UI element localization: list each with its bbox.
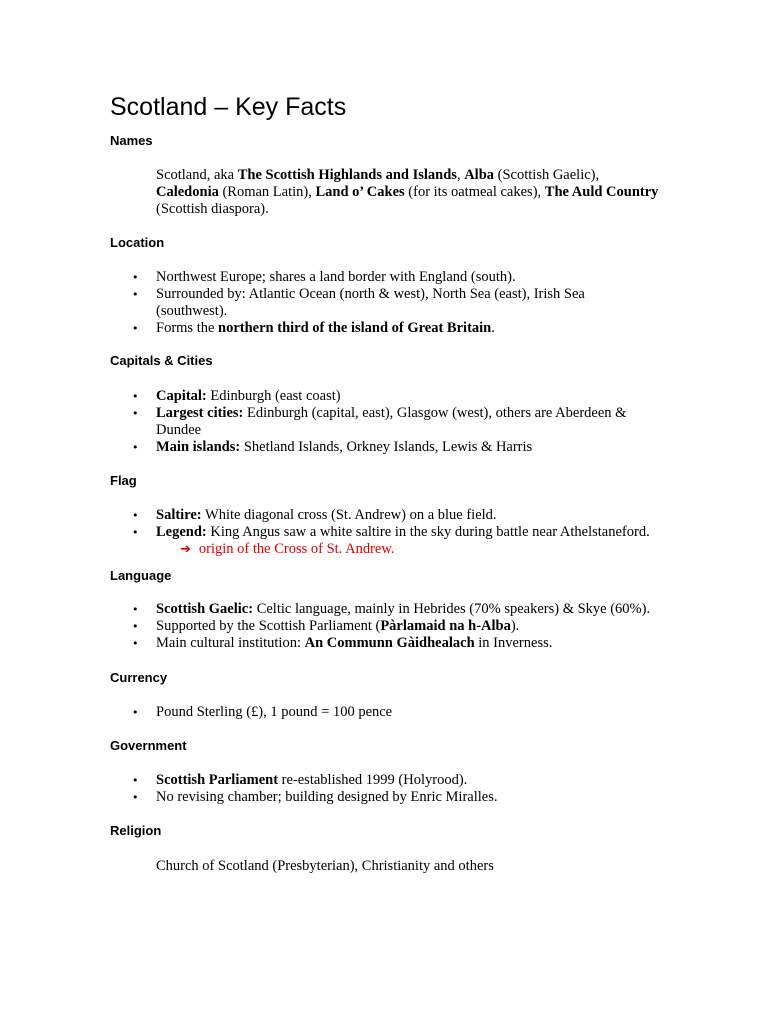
location-list xyxy=(156,269,716,337)
names-text: (Scottish diaspora). xyxy=(156,201,269,217)
heading-capitals: Capitals & Cities xyxy=(110,353,213,368)
list-item: • Capital: Edinburgh (east coast) xyxy=(156,388,716,405)
list-item: • Forms the northern third of the island of Great Britain. xyxy=(156,320,716,337)
list-item: • Pound Sterling (£), 1 pound = 100 pence xyxy=(156,704,716,721)
heading-currency: Currency xyxy=(110,670,168,685)
heading-language: Language xyxy=(110,568,172,583)
list-item: • Scottish Parliament re-established 1999 (Holyrood). xyxy=(156,772,716,789)
list-item: • Legend: King Angus saw a white saltire in the sky during battle near Athelstaneford. xyxy=(156,524,716,541)
names-text: , xyxy=(456,167,465,183)
heading-flag: Flag xyxy=(110,473,137,488)
names-bold-auld-country: The Auld Country xyxy=(544,184,659,200)
names-text: (Scottish Gaelic), xyxy=(494,167,600,183)
list-item: • Largest cities: Edinburgh (capital, east), Glasgow (west), others are Aberdeen & Dundee xyxy=(156,405,716,439)
list-item: • Northwest Europe; shares a land border with England (south). xyxy=(156,269,716,286)
religion-paragraph: Church of Scotland (Presbyterian), Christianity and others xyxy=(156,858,494,874)
list-item: • Surrounded by: Atlantic Ocean (north & west), North Sea (east), Irish Sea (southwest). xyxy=(156,286,716,320)
names-bold-highlands: The Scottish Highlands and Islands xyxy=(237,167,457,183)
names-text: (Roman Latin), xyxy=(218,184,316,200)
page-title: Scotland – Key Facts xyxy=(110,93,347,121)
names-bold-cakes: Land o’ Cakes xyxy=(315,184,405,200)
language-list xyxy=(156,601,716,652)
arrow-right-icon: ➔ xyxy=(180,542,191,557)
names-bold-alba: Alba xyxy=(464,167,495,183)
names-bold-caledonia: Caledonia xyxy=(156,184,219,200)
list-item: • No revising chamber; building designed by Enric Miralles. xyxy=(156,789,716,806)
list-item: • Saltire: White diagonal cross (St. Andrew) on a blue field. xyxy=(156,507,716,524)
list-item: • Scottish Gaelic: Celtic language, mainly in Hebrides (70% speakers) & Skye (60%). xyxy=(156,601,716,618)
names-text: (for its oatmeal cakes), xyxy=(404,184,545,200)
heading-names: Names xyxy=(110,133,153,148)
list-item: • Supported by the Scottish Parliament (Pàrlamaid na h-Alba). xyxy=(156,618,716,635)
capitals-list xyxy=(156,388,716,456)
heading-location: Location xyxy=(110,235,165,250)
currency-list xyxy=(156,704,716,721)
list-item: • Main islands: Shetland Islands, Orkney Islands, Lewis & Harris xyxy=(156,439,716,456)
flag-list xyxy=(156,507,716,541)
list-item: • Main cultural institution: An Communn Gàidhealach in Inverness. xyxy=(156,635,716,652)
names-text: Scotland, aka xyxy=(156,167,238,183)
flag-origin-note: ➔ origin of the Cross of St. Andrew. xyxy=(180,541,395,557)
names-paragraph xyxy=(156,167,716,218)
government-list xyxy=(156,772,716,806)
heading-religion: Religion xyxy=(110,823,162,838)
heading-government: Government xyxy=(110,738,187,753)
